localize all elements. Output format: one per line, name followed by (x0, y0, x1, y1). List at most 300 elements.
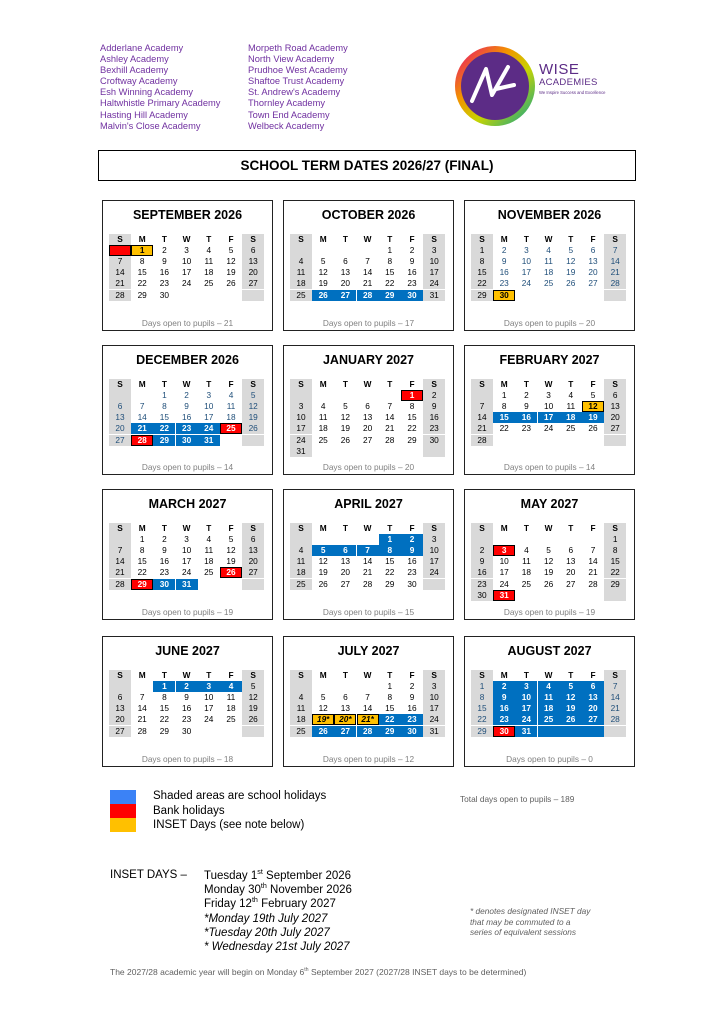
day-cell: 18 (538, 703, 560, 714)
days-open-to-pupils: Days open to pupils – 14 (141, 462, 234, 472)
logo-name: WISE (539, 61, 580, 78)
day-cell: 19 (242, 703, 264, 714)
day-cell: 16 (515, 412, 537, 423)
month-title: JANUARY 2027 (322, 353, 414, 367)
day-cell: 4 (206, 245, 212, 256)
day-cell: 10 (423, 545, 445, 556)
day-cell: 15 (407, 412, 417, 423)
day-cell: 26 (226, 278, 236, 289)
day-cell: 6 (365, 401, 370, 412)
weekday-header: T (387, 670, 393, 680)
weekday-header: W (182, 670, 191, 680)
weekday-header: W (544, 379, 553, 389)
day-cell: 3 (423, 245, 445, 256)
empty-cell (604, 290, 626, 301)
day-cell: 11 (544, 256, 553, 267)
day-cell: 23 (401, 714, 423, 725)
day-cell: 15 (159, 412, 169, 423)
day-cell: 9 (162, 256, 167, 267)
logo-circle-icon (452, 39, 540, 135)
day-cell: 20* (334, 714, 356, 725)
day-cell: 28 (588, 578, 598, 589)
day-cell: 9 (471, 556, 493, 567)
day-cell: 15 (385, 556, 395, 567)
school-name: Croftway Academy (100, 76, 178, 87)
weekday-header: T (342, 379, 348, 389)
empty-cell (109, 681, 131, 692)
school-name: Hasting Hill Academy (100, 109, 188, 120)
day-cell: 21 (131, 423, 153, 434)
day-cell: 15 (137, 556, 147, 567)
day-cell: 11 (290, 703, 312, 714)
school-name: Prudhoe West Academy (248, 65, 348, 76)
day-cell: 3 (546, 390, 551, 401)
day-cell: 15 (385, 267, 395, 278)
day-cell: 27 (242, 567, 264, 578)
day-cell: 13 (340, 703, 350, 714)
weekday-header: T (387, 234, 393, 244)
day-cell: 15 (137, 267, 147, 278)
empty-cell (357, 390, 379, 401)
day-cell: 25 (543, 278, 554, 289)
day-cell: 16 (471, 567, 493, 578)
day-cell: 28 (137, 725, 147, 736)
day-cell: 9 (501, 256, 507, 267)
weekday-header: T (206, 234, 212, 244)
weekday-header: F (409, 234, 415, 244)
weekday-header: S (109, 523, 131, 534)
month-title: MAY 2027 (520, 497, 579, 511)
day-cell: 19 (318, 278, 328, 289)
day-cell: 3 (515, 681, 537, 692)
day-cell: 1 (387, 681, 393, 692)
day-cell: 27 (334, 726, 356, 737)
weekday-header: S (604, 379, 626, 390)
month-title: FEBRUARY 2027 (499, 353, 600, 367)
empty-cell (220, 290, 242, 301)
day-cell: 23 (181, 714, 192, 725)
weekday-header: M (319, 234, 327, 244)
school-name: Esh Winning Academy (100, 87, 194, 98)
empty-cell (471, 534, 493, 545)
month-calendar (464, 489, 635, 620)
empty-cell (471, 390, 493, 401)
empty-cell (423, 579, 445, 590)
empty-cell (582, 435, 604, 446)
day-cell: 11 (204, 545, 214, 556)
weekday-header: T (161, 670, 167, 680)
empty-cell (198, 290, 220, 301)
day-cell: 5 (568, 245, 574, 256)
weekday-header: T (342, 234, 348, 244)
day-cell: 14 (604, 256, 626, 267)
day-cell: 17 (423, 703, 445, 714)
empty-cell (401, 446, 423, 457)
weekday-header: W (363, 234, 372, 244)
weekday-header: S (290, 234, 312, 245)
empty-cell (560, 534, 582, 545)
day-cell: 19 (560, 703, 582, 714)
day-cell: 2 (162, 534, 167, 545)
day-cell: 1 (471, 681, 493, 692)
empty-cell (242, 435, 264, 446)
day-cell: 22 (159, 714, 169, 725)
school-name: Ashley Academy (100, 54, 169, 65)
legend-bank-swatch (110, 804, 136, 818)
day-cell: 5 (312, 545, 334, 556)
day-cell: 4 (568, 390, 574, 401)
day-cell: 13 (242, 256, 264, 267)
day-cell: 14 (471, 412, 493, 423)
weekday-header: T (523, 670, 529, 680)
day-cell: 18 (290, 278, 312, 289)
day-cell: 13 (340, 556, 350, 567)
weekday-header: S (604, 670, 626, 681)
day-cell: 1 (387, 245, 393, 256)
day-cell: 9 (184, 401, 189, 412)
day-cell: 8 (387, 692, 393, 703)
day-cell: 8 (471, 692, 493, 703)
month-title: APRIL 2027 (334, 497, 403, 511)
month-calendar (283, 200, 454, 331)
day-cell: 10 (423, 692, 445, 703)
weekday-header: S (290, 670, 312, 681)
day-cell: 21 (109, 567, 131, 578)
day-cell: 13 (109, 412, 131, 423)
school-name: Malvin's Close Academy (100, 120, 201, 131)
day-cell: 29 (137, 289, 147, 300)
day-cell: 18 (226, 412, 236, 423)
day-cell: 6 (334, 545, 356, 556)
day-cell: 22 (385, 278, 395, 289)
day-cell: 14 (362, 556, 373, 567)
day-cell: 6 (343, 692, 348, 703)
day-cell: 30 (401, 290, 423, 301)
day-cell: 10 (521, 256, 531, 267)
day-cell: 26 (588, 423, 598, 434)
days-open-to-pupils: Days open to pupils – 12 (322, 754, 415, 764)
day-cell: 8 (471, 256, 493, 267)
empty-cell (538, 435, 560, 446)
day-cell: 22 (153, 423, 175, 434)
day-cell: 10 (181, 256, 192, 267)
day-cell: 26 (543, 578, 554, 589)
day-cell: 27 (242, 278, 264, 289)
empty-cell (312, 534, 334, 545)
day-cell: 25 (290, 290, 312, 301)
month-calendar (283, 345, 454, 475)
weekday-header: S (290, 523, 312, 534)
day-cell: 26 (318, 578, 328, 589)
days-open-to-pupils: Days open to pupils – 19 (503, 607, 596, 617)
day-cell: 29 (131, 579, 153, 590)
day-cell: 10 (423, 256, 445, 267)
empty-cell (290, 534, 312, 545)
empty-cell (379, 390, 401, 401)
day-cell: 14 (109, 267, 131, 278)
weekday-header: M (319, 379, 327, 389)
day-cell: 15 (493, 412, 515, 423)
empty-cell (312, 390, 334, 401)
weekday-header: T (387, 379, 393, 389)
empty-cell (290, 245, 312, 256)
day-cell: 5 (320, 692, 326, 703)
day-cell: 23 (499, 278, 509, 289)
days-open-to-pupils: Days open to pupils – 14 (503, 462, 596, 472)
days-open-to-pupils: Days open to pupils – 20 (322, 462, 415, 472)
day-cell: 4 (228, 390, 234, 401)
day-cell: 23 (521, 423, 531, 434)
weekday-header: T (568, 234, 574, 244)
day-cell: 17 (538, 412, 560, 423)
day-cell: 9 (184, 692, 189, 703)
inset-days-list (204, 869, 352, 954)
day-cell: 5 (343, 401, 348, 412)
day-cell: 11 (204, 256, 214, 267)
day-cell: 8 (501, 401, 507, 412)
day-cell: 6 (109, 401, 131, 412)
day-cell: 3 (198, 681, 220, 692)
day-cell: 5 (560, 681, 582, 692)
day-cell: 1 (153, 681, 175, 692)
empty-cell (242, 290, 264, 301)
day-cell: 2 (184, 390, 189, 401)
weekday-header: W (363, 379, 372, 389)
day-cell: 25 (318, 434, 328, 445)
day-cell: 24 (181, 567, 192, 578)
day-cell: 30 (493, 290, 515, 301)
day-cell: 2 (524, 390, 529, 401)
day-cell: 18 (226, 703, 236, 714)
weekday-header: S (242, 670, 264, 681)
empty-cell (493, 435, 515, 446)
day-cell: 11 (226, 401, 236, 412)
day-cell: 4 (546, 245, 551, 256)
day-cell: 2 (409, 681, 415, 692)
day-cell: 20 (566, 567, 576, 578)
day-cell: 13 (566, 556, 576, 567)
inset-day-3: Friday 12th February 2027 (204, 896, 336, 911)
day-cell: 4 (220, 681, 242, 692)
days-open-to-pupils: Days open to pupils – 0 (506, 754, 593, 764)
weekday-header: W (182, 379, 191, 389)
day-cell: 25 (220, 423, 242, 434)
day-cell: 10 (204, 401, 214, 412)
inset-day-1: Tuesday 1st September 2026 (204, 868, 352, 882)
empty-cell (131, 390, 153, 401)
day-cell: 31 (515, 726, 537, 737)
day-cell: 2 (401, 534, 423, 545)
day-cell: 4 (290, 692, 312, 703)
day-cell: 7 (604, 245, 626, 256)
day-cell: 15 (159, 703, 169, 714)
weekday-header: T (342, 670, 348, 680)
weekday-header: F (228, 670, 234, 680)
day-cell: 7 (109, 256, 131, 267)
day-cell: 24 (290, 435, 312, 446)
day-cell: 30 (153, 579, 175, 590)
day-cell: 19 (582, 412, 604, 423)
day-cell: 6 (242, 245, 264, 256)
day-cell: 16 (423, 412, 445, 423)
footer-note: The 2027/28 academic year will begin on Monday 6th September 2027 (2027/28 INSET days to be determined) (110, 967, 527, 977)
day-cell: 22 (137, 567, 147, 578)
day-cell: 6 (590, 245, 596, 256)
weekday-header: W (363, 670, 372, 680)
empty-cell (423, 446, 445, 457)
day-cell: 3 (290, 401, 312, 412)
day-cell: 28 (131, 435, 153, 446)
school-name: St. Andrew's Academy (248, 87, 341, 98)
day-cell: 3 (423, 534, 445, 545)
day-cell: 11 (522, 556, 531, 567)
day-cell: 29 (385, 578, 395, 589)
day-cell: 3 (524, 245, 529, 256)
weekday-header: T (342, 523, 348, 533)
weekday-header: S (471, 379, 493, 390)
day-cell: 30 (176, 435, 198, 446)
weekday-header: T (523, 234, 529, 244)
day-cell: 18 (290, 714, 312, 725)
weekday-header: T (161, 379, 167, 389)
day-cell: 28 (357, 726, 379, 737)
weekday-header: T (387, 523, 393, 533)
day-cell: 7 (139, 401, 145, 412)
day-cell: 27 (109, 435, 131, 446)
day-cell: 7 (109, 545, 131, 556)
empty-cell (515, 534, 537, 545)
day-cell: 13 (588, 256, 598, 267)
empty-cell (604, 590, 626, 601)
day-cell: 13 (604, 401, 626, 412)
day-cell: 21 (362, 278, 373, 289)
day-cell: 9 (162, 545, 167, 556)
empty-cell (334, 446, 356, 457)
day-cell: 26 (566, 278, 576, 289)
school-name: Bexhill Academy (100, 65, 169, 76)
day-cell: 14 (137, 412, 147, 423)
day-cell: 3 (423, 681, 445, 692)
weekday-header: T (568, 379, 574, 389)
weekday-header: T (206, 379, 212, 389)
day-cell: 2 (501, 245, 507, 256)
day-cell: 27 (340, 578, 350, 589)
day-cell: 30 (471, 590, 493, 601)
day-cell: 31 (176, 579, 198, 590)
day-cell: 22 (471, 278, 493, 289)
school-name: Thornley Academy (248, 98, 325, 109)
weekday-header: F (409, 379, 415, 389)
month-title: JUNE 2027 (155, 644, 220, 658)
day-cell: 19 (318, 567, 328, 578)
month-title: OCTOBER 2026 (321, 208, 416, 222)
days-open-to-pupils: Days open to pupils – 18 (141, 754, 234, 764)
day-cell: 25 (290, 579, 312, 590)
day-cell: 31 (290, 446, 312, 457)
day-cell: 20 (340, 278, 350, 289)
day-cell: 10 (204, 692, 214, 703)
day-cell: 30 (181, 725, 192, 736)
school-name: Welbeck Academy (248, 120, 325, 131)
page-title: SCHOOL TERM DATES 2026/27 (FINAL) (98, 150, 636, 181)
day-cell: 24 (423, 567, 445, 578)
day-cell: 5 (546, 545, 551, 556)
empty-cell (582, 726, 604, 737)
weekday-header: S (109, 234, 131, 245)
month-calendar (464, 345, 635, 475)
day-cell: 3 (184, 534, 189, 545)
weekday-header: S (290, 379, 312, 390)
day-cell: 21 (109, 278, 131, 289)
day-cell: 16 (159, 267, 169, 278)
day-cell: 19* (312, 714, 334, 725)
weekday-header: W (544, 670, 553, 680)
day-cell: 9 (423, 401, 445, 412)
day-cell: 24 (423, 714, 445, 725)
day-cell: 4 (206, 534, 212, 545)
weekday-header: W (182, 523, 191, 533)
empty-cell (515, 590, 537, 601)
day-cell: 19 (226, 556, 236, 567)
weekday-header: S (471, 670, 493, 681)
weekday-header: S (242, 379, 264, 390)
day-cell: 14 (362, 703, 373, 714)
day-cell: 14 (109, 556, 131, 567)
day-cell: 31 (423, 726, 445, 737)
weekday-header: F (409, 523, 415, 533)
empty-cell (560, 435, 582, 446)
day-cell: 8 (387, 256, 393, 267)
day-cell: 9 (401, 545, 423, 556)
day-cell: 16 (181, 412, 192, 423)
weekday-header: S (423, 670, 445, 681)
month-calendar (464, 200, 635, 331)
day-cell: 11 (538, 692, 560, 703)
day-cell: 24 (204, 714, 214, 725)
month-calendar (102, 489, 273, 620)
empty-cell (582, 590, 604, 601)
day-cell: 4 (524, 545, 529, 556)
empty-cell (357, 534, 379, 545)
day-cell: 11 (566, 401, 576, 412)
days-open-to-pupils: Days open to pupils – 21 (141, 318, 234, 328)
day-cell: 2 (471, 545, 493, 556)
day-cell: 27 (109, 726, 131, 737)
day-cell: 7 (365, 692, 370, 703)
day-cell: 12 (226, 256, 236, 267)
day-cell: 11 (290, 556, 312, 567)
day-cell: 8 (409, 401, 415, 412)
day-cell: 28 (109, 579, 131, 590)
day-cell: 7 (590, 545, 596, 556)
day-cell: 6 (604, 390, 626, 401)
weekday-header: S (109, 670, 131, 681)
logo-subtitle: ACADEMIES (539, 77, 598, 88)
month-title: NOVEMBER 2026 (497, 208, 602, 222)
day-cell: 24 (198, 423, 220, 434)
day-cell: 2 (176, 681, 198, 692)
day-cell: 20 (362, 423, 373, 434)
day-cell: 16 (407, 556, 417, 567)
day-cell: 20 (582, 703, 604, 714)
legend-inset-swatch (110, 818, 136, 832)
day-cell: 2 (162, 245, 167, 256)
weekday-header: M (500, 234, 508, 244)
day-cell: 30 (401, 726, 423, 737)
weekday-header: S (471, 523, 493, 534)
day-cell: 23 (176, 423, 198, 434)
day-cell: 7 (387, 401, 393, 412)
